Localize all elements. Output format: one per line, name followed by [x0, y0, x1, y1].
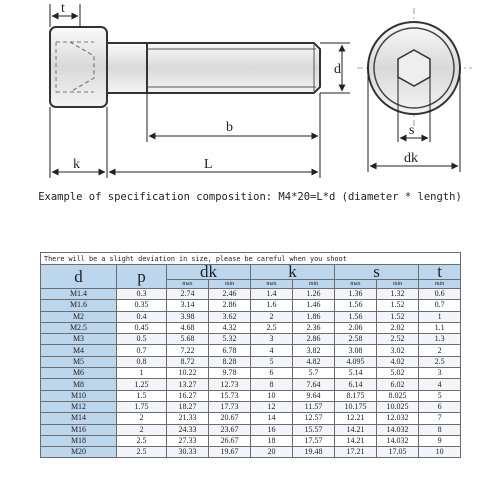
cell-dk-min: 5.32	[209, 334, 251, 345]
deviation-note: There will be a slight deviation in size, please be careful when you shoot	[41, 253, 461, 265]
cell-s-min: 14.032	[377, 424, 419, 435]
cell-d: M18	[41, 435, 117, 446]
cell-k-min: 7.64	[293, 379, 335, 390]
label-d: d	[334, 62, 341, 77]
cell-s-min: 5.02	[377, 368, 419, 379]
cell-p: 1	[117, 368, 167, 379]
cell-p: 2.5	[117, 435, 167, 446]
cell-s-max: 3.08	[335, 345, 377, 356]
cell-s-max: 17.21	[335, 447, 377, 458]
cell-p: 0.5	[117, 334, 167, 345]
table-row	[41, 345, 461, 356]
table-row	[41, 322, 461, 333]
cell-dk-max: 16.27	[167, 390, 209, 401]
cell-k-min: 1.46	[293, 300, 335, 311]
cell-s-min: 1.52	[377, 300, 419, 311]
cell-dk-max: 30.33	[167, 447, 209, 458]
cell-s-min: 2.52	[377, 334, 419, 345]
header-d: d	[41, 265, 117, 289]
cell-k-max: 4	[251, 345, 293, 356]
cell-s-max: 8.175	[335, 390, 377, 401]
cell-k-max: 8	[251, 379, 293, 390]
cell-k-min: 15.57	[293, 424, 335, 435]
subheader-dk-max: max	[167, 280, 209, 289]
header-s: s	[335, 265, 419, 280]
cell-k-max: 3	[251, 334, 293, 345]
cell-t-min: 2	[419, 345, 461, 356]
table-row	[41, 390, 461, 401]
screw-head-end-view	[357, 8, 472, 128]
cell-p: 1.75	[117, 401, 167, 412]
cell-p: 2.5	[117, 447, 167, 458]
table-row	[41, 379, 461, 390]
cell-k-min: 11.57	[293, 401, 335, 412]
cell-d: M8	[41, 379, 117, 390]
cell-k-max: 14	[251, 413, 293, 424]
cell-p: 0.4	[117, 311, 167, 322]
cell-dk-max: 5.68	[167, 334, 209, 345]
cell-s-min: 10.025	[377, 401, 419, 412]
cell-d: M16	[41, 424, 117, 435]
subheader-s-min: min	[377, 280, 419, 289]
cell-s-min: 17.05	[377, 447, 419, 458]
cell-k-max: 5	[251, 356, 293, 367]
cell-t-min: 9	[419, 435, 461, 446]
cell-k-max: 20	[251, 447, 293, 458]
cell-dk-min: 17.73	[209, 401, 251, 412]
screw-head-side	[50, 27, 107, 107]
screw-dimension-drawing	[0, 0, 500, 215]
cell-d: M14	[41, 413, 117, 424]
cell-dk-min: 8.28	[209, 356, 251, 367]
table-row	[41, 413, 461, 424]
cell-k-max: 1.6	[251, 300, 293, 311]
table-row	[41, 289, 461, 300]
cell-p: 0.8	[117, 356, 167, 367]
cell-t-min: 8	[419, 424, 461, 435]
cell-k-min: 1.86	[293, 311, 335, 322]
specification-caption: Example of specification composition: M4*20=L*d (diameter * length)	[38, 191, 462, 203]
cell-t-min: 3	[419, 368, 461, 379]
cell-p: 1.5	[117, 390, 167, 401]
cell-s-max: 10.175	[335, 401, 377, 412]
cell-dk-min: 4.32	[209, 322, 251, 333]
cell-s-min: 2.02	[377, 322, 419, 333]
cell-p: 0.35	[117, 300, 167, 311]
table-row	[41, 311, 461, 322]
cell-dk-min: 19.67	[209, 447, 251, 458]
cell-dk-max: 27.33	[167, 435, 209, 446]
cell-k-max: 6	[251, 368, 293, 379]
cell-k-min: 2.86	[293, 334, 335, 345]
cell-t-min: 1.1	[419, 322, 461, 333]
label-L: L	[204, 157, 213, 172]
cell-s-max: 1.56	[335, 311, 377, 322]
cell-k-max: 12	[251, 401, 293, 412]
cell-t-min: 0.6	[419, 289, 461, 300]
cell-k-min: 9.64	[293, 390, 335, 401]
cell-d: M1.4	[41, 289, 117, 300]
cell-dk-min: 23.67	[209, 424, 251, 435]
cell-k-max: 2	[251, 311, 293, 322]
cell-k-min: 12.57	[293, 413, 335, 424]
cell-s-min: 12.032	[377, 413, 419, 424]
cell-s-max: 4.095	[335, 356, 377, 367]
cell-t-min: 2.5	[419, 356, 461, 367]
cell-k-max: 1.4	[251, 289, 293, 300]
table-row	[41, 401, 461, 412]
cell-p: 0.45	[117, 322, 167, 333]
header-t: t	[419, 265, 461, 280]
label-b: b	[226, 120, 233, 135]
cell-p: 2	[117, 424, 167, 435]
subheader-k-min: min	[293, 280, 335, 289]
cell-dk-min: 20.67	[209, 413, 251, 424]
cell-s-min: 1.32	[377, 289, 419, 300]
table-row	[41, 435, 461, 446]
dimension-b	[147, 93, 320, 142]
cell-dk-max: 2.74	[167, 289, 209, 300]
subheader-dk-min: min	[209, 280, 251, 289]
header-p: p	[117, 265, 167, 289]
cell-t-min: 4	[419, 379, 461, 390]
cell-d: M5	[41, 356, 117, 367]
label-dk: dk	[404, 151, 418, 166]
dimension-k-L	[50, 107, 320, 178]
header-row	[41, 265, 461, 280]
cell-k-min: 5.7	[293, 368, 335, 379]
cell-dk-min: 2.86	[209, 300, 251, 311]
cell-k-max: 18	[251, 435, 293, 446]
cell-t-min: 0.7	[419, 300, 461, 311]
header-k: k	[251, 265, 335, 280]
screw-shank-side	[107, 43, 320, 93]
label-t: t	[61, 1, 65, 16]
cell-d: M2	[41, 311, 117, 322]
cell-t-min: 1.3	[419, 334, 461, 345]
cell-s-min: 1.52	[377, 311, 419, 322]
cell-t-min: 6	[419, 401, 461, 412]
cell-d: M10	[41, 390, 117, 401]
dimension-d	[320, 43, 350, 93]
table-row	[41, 334, 461, 345]
cell-k-min: 17.57	[293, 435, 335, 446]
cell-dk-min: 2.46	[209, 289, 251, 300]
cell-dk-max: 8.72	[167, 356, 209, 367]
cell-dk-max: 3.14	[167, 300, 209, 311]
subheader-k-max: max	[251, 280, 293, 289]
cell-dk-max: 7.22	[167, 345, 209, 356]
table-row	[41, 356, 461, 367]
cell-s-max: 2.58	[335, 334, 377, 345]
cell-dk-min: 3.62	[209, 311, 251, 322]
cell-k-min: 1.26	[293, 289, 335, 300]
cell-s-max: 14.21	[335, 424, 377, 435]
specification-table	[40, 252, 461, 458]
cell-t-min: 7	[419, 413, 461, 424]
cell-dk-max: 21.33	[167, 413, 209, 424]
cell-d: M3	[41, 334, 117, 345]
cell-dk-max: 3.98	[167, 311, 209, 322]
cell-s-min: 6.02	[377, 379, 419, 390]
cell-k-min: 2.36	[293, 322, 335, 333]
cell-s-max: 6.14	[335, 379, 377, 390]
cell-dk-max: 24.33	[167, 424, 209, 435]
cell-dk-min: 12.73	[209, 379, 251, 390]
cell-s-max: 1.36	[335, 289, 377, 300]
table-row	[41, 447, 461, 458]
cell-t-min: 5	[419, 390, 461, 401]
label-s: s	[409, 123, 415, 138]
cell-k-min: 4.82	[293, 356, 335, 367]
cell-d: M6	[41, 368, 117, 379]
table-row	[41, 424, 461, 435]
cell-s-min: 14.032	[377, 435, 419, 446]
header-dk: dk	[167, 265, 251, 280]
cell-s-max: 1.56	[335, 300, 377, 311]
cell-p: 1.25	[117, 379, 167, 390]
cell-s-min: 8.025	[377, 390, 419, 401]
cell-dk-min: 6.78	[209, 345, 251, 356]
cell-d: M12	[41, 401, 117, 412]
cell-d: M1.6	[41, 300, 117, 311]
cell-p: 0.7	[117, 345, 167, 356]
cell-k-min: 19.48	[293, 447, 335, 458]
cell-dk-max: 4.68	[167, 322, 209, 333]
subheader-s-max: max	[335, 280, 377, 289]
label-k: k	[73, 157, 80, 172]
cell-k-max: 16	[251, 424, 293, 435]
cell-p: 0.3	[117, 289, 167, 300]
cell-dk-min: 26.67	[209, 435, 251, 446]
cell-s-max: 2.06	[335, 322, 377, 333]
cell-s-min: 4.02	[377, 356, 419, 367]
cell-s-max: 14.21	[335, 435, 377, 446]
cell-k-max: 10	[251, 390, 293, 401]
cell-s-max: 12.21	[335, 413, 377, 424]
cell-k-max: 2.5	[251, 322, 293, 333]
cell-dk-min: 9.78	[209, 368, 251, 379]
cell-t-min: 1	[419, 311, 461, 322]
cell-d: M4	[41, 345, 117, 356]
cell-t-min: 10	[419, 447, 461, 458]
cell-k-min: 3.82	[293, 345, 335, 356]
table-row	[41, 368, 461, 379]
cell-s-max: 5.14	[335, 368, 377, 379]
cell-dk-max: 13.27	[167, 379, 209, 390]
cell-p: 2	[117, 413, 167, 424]
table-row	[41, 300, 461, 311]
cell-d: M2.5	[41, 322, 117, 333]
cell-s-min: 3.02	[377, 345, 419, 356]
cell-dk-max: 18.27	[167, 401, 209, 412]
subheader-t-min: min	[419, 280, 461, 289]
cell-d: M20	[41, 447, 117, 458]
cell-dk-min: 15.73	[209, 390, 251, 401]
dimension-t	[50, 1, 80, 27]
cell-dk-max: 10.22	[167, 368, 209, 379]
